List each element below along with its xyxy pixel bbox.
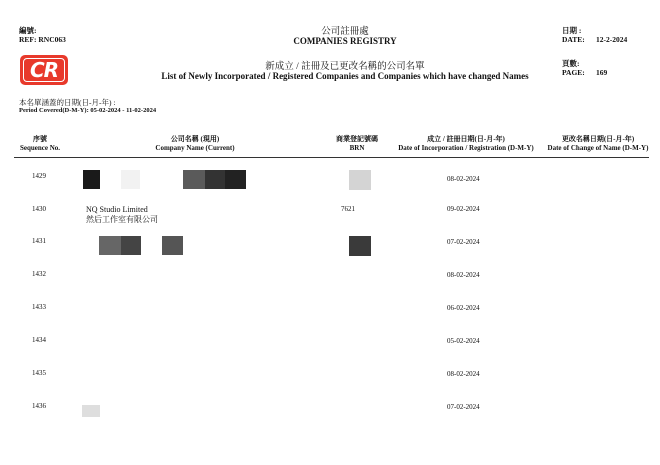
- redaction-block: [83, 170, 100, 189]
- col-chg-en: Date of Change of Name (D-M-Y): [547, 144, 649, 152]
- row-inc-date: 09-02-2024: [447, 205, 480, 213]
- row-seq: 1434: [32, 336, 46, 344]
- col-inc-cn: 成立 / 註冊日期(日-月-年): [427, 135, 505, 143]
- date-value: 12-2-2024: [596, 35, 628, 44]
- row-company-name-cn: 然后工作室有限公司: [86, 215, 158, 224]
- row-seq: 1435: [32, 369, 46, 377]
- redaction-block: [121, 170, 140, 189]
- col-chg-header: [543, 135, 653, 153]
- table-row: [0, 205, 660, 225]
- row-inc-date: 06-02-2024: [447, 304, 480, 312]
- redaction-block: [225, 170, 246, 189]
- period-covered: Period Covered(D-M-Y): 05-02-2024 - 11-02-2024: [19, 107, 157, 114]
- redaction-block: [82, 405, 100, 417]
- table-row: [0, 336, 660, 356]
- row-seq: 1430: [32, 205, 46, 213]
- row-inc-date: 05-02-2024: [447, 337, 480, 345]
- cr-logo: [20, 55, 68, 85]
- period-label-cn: 本名單涵蓋的日期(日-月-年) :: [19, 98, 116, 107]
- header-rule: [14, 157, 649, 158]
- title-cn: 公司註冊處: [321, 27, 369, 37]
- redaction-block: [205, 170, 225, 189]
- col-seq-en: Sequence No.: [19, 144, 61, 152]
- row-inc-date: 08-02-2024: [447, 175, 480, 183]
- redaction-block: [349, 170, 371, 190]
- subtitle-en: List of Newly Incorporated / Registered Companies and Companies which have changed Names: [161, 71, 529, 81]
- logo-text: CR: [29, 58, 59, 82]
- row-brn: 7621: [341, 205, 355, 213]
- redaction-block: [349, 236, 371, 256]
- row-seq: 1431: [32, 237, 46, 245]
- col-name-en: Company Name (Current): [155, 144, 235, 152]
- col-brn-en: BRN: [349, 144, 365, 152]
- table-row: [0, 369, 660, 389]
- row-inc-date: 07-02-2024: [447, 238, 480, 246]
- page-value: 169: [596, 68, 608, 77]
- row-company-name-en: NQ Studio Limited: [86, 205, 148, 214]
- row-inc-date: 08-02-2024: [447, 271, 480, 279]
- row-seq: 1432: [32, 270, 46, 278]
- date-label-cn: 日期 :: [562, 26, 582, 35]
- redaction-block: [183, 170, 205, 189]
- col-inc-en: Date of Incorporation / Registration (D-M-Y): [398, 144, 534, 152]
- col-name-header: [130, 135, 260, 153]
- col-seq-cn: 序號: [33, 135, 47, 143]
- title-en: COMPANIES REGISTRY: [293, 36, 397, 46]
- col-name-cn: 公司名稱 (現用): [170, 135, 220, 143]
- row-inc-date: 07-02-2024: [447, 403, 480, 411]
- subtitle-cn: 新成立 / 註冊及已更改名稱的公司名單: [265, 62, 425, 72]
- row-inc-date: 08-02-2024: [447, 370, 480, 378]
- table-row: [0, 303, 660, 323]
- page-label-en: PAGE:: [562, 68, 585, 77]
- col-chg-cn: 更改名稱日期(日-月-年): [561, 135, 635, 143]
- redaction-block: [99, 236, 121, 255]
- col-brn-header: [325, 135, 389, 153]
- col-seq-header: [14, 135, 66, 153]
- date-label-en: DATE:: [562, 35, 585, 44]
- redaction-block: [121, 236, 141, 255]
- ref-value: REF: RNC063: [19, 35, 66, 44]
- page-label-cn: 頁數:: [562, 59, 580, 68]
- redaction-block: [162, 236, 183, 255]
- row-seq: 1436: [32, 402, 46, 410]
- row-seq: 1433: [32, 303, 46, 311]
- col-brn-cn: 商業登記號碼: [336, 135, 378, 143]
- ref-label-cn: 編號:: [19, 26, 37, 35]
- col-inc-header: [394, 135, 538, 153]
- table-row: [0, 270, 660, 290]
- row-seq: 1429: [32, 172, 46, 180]
